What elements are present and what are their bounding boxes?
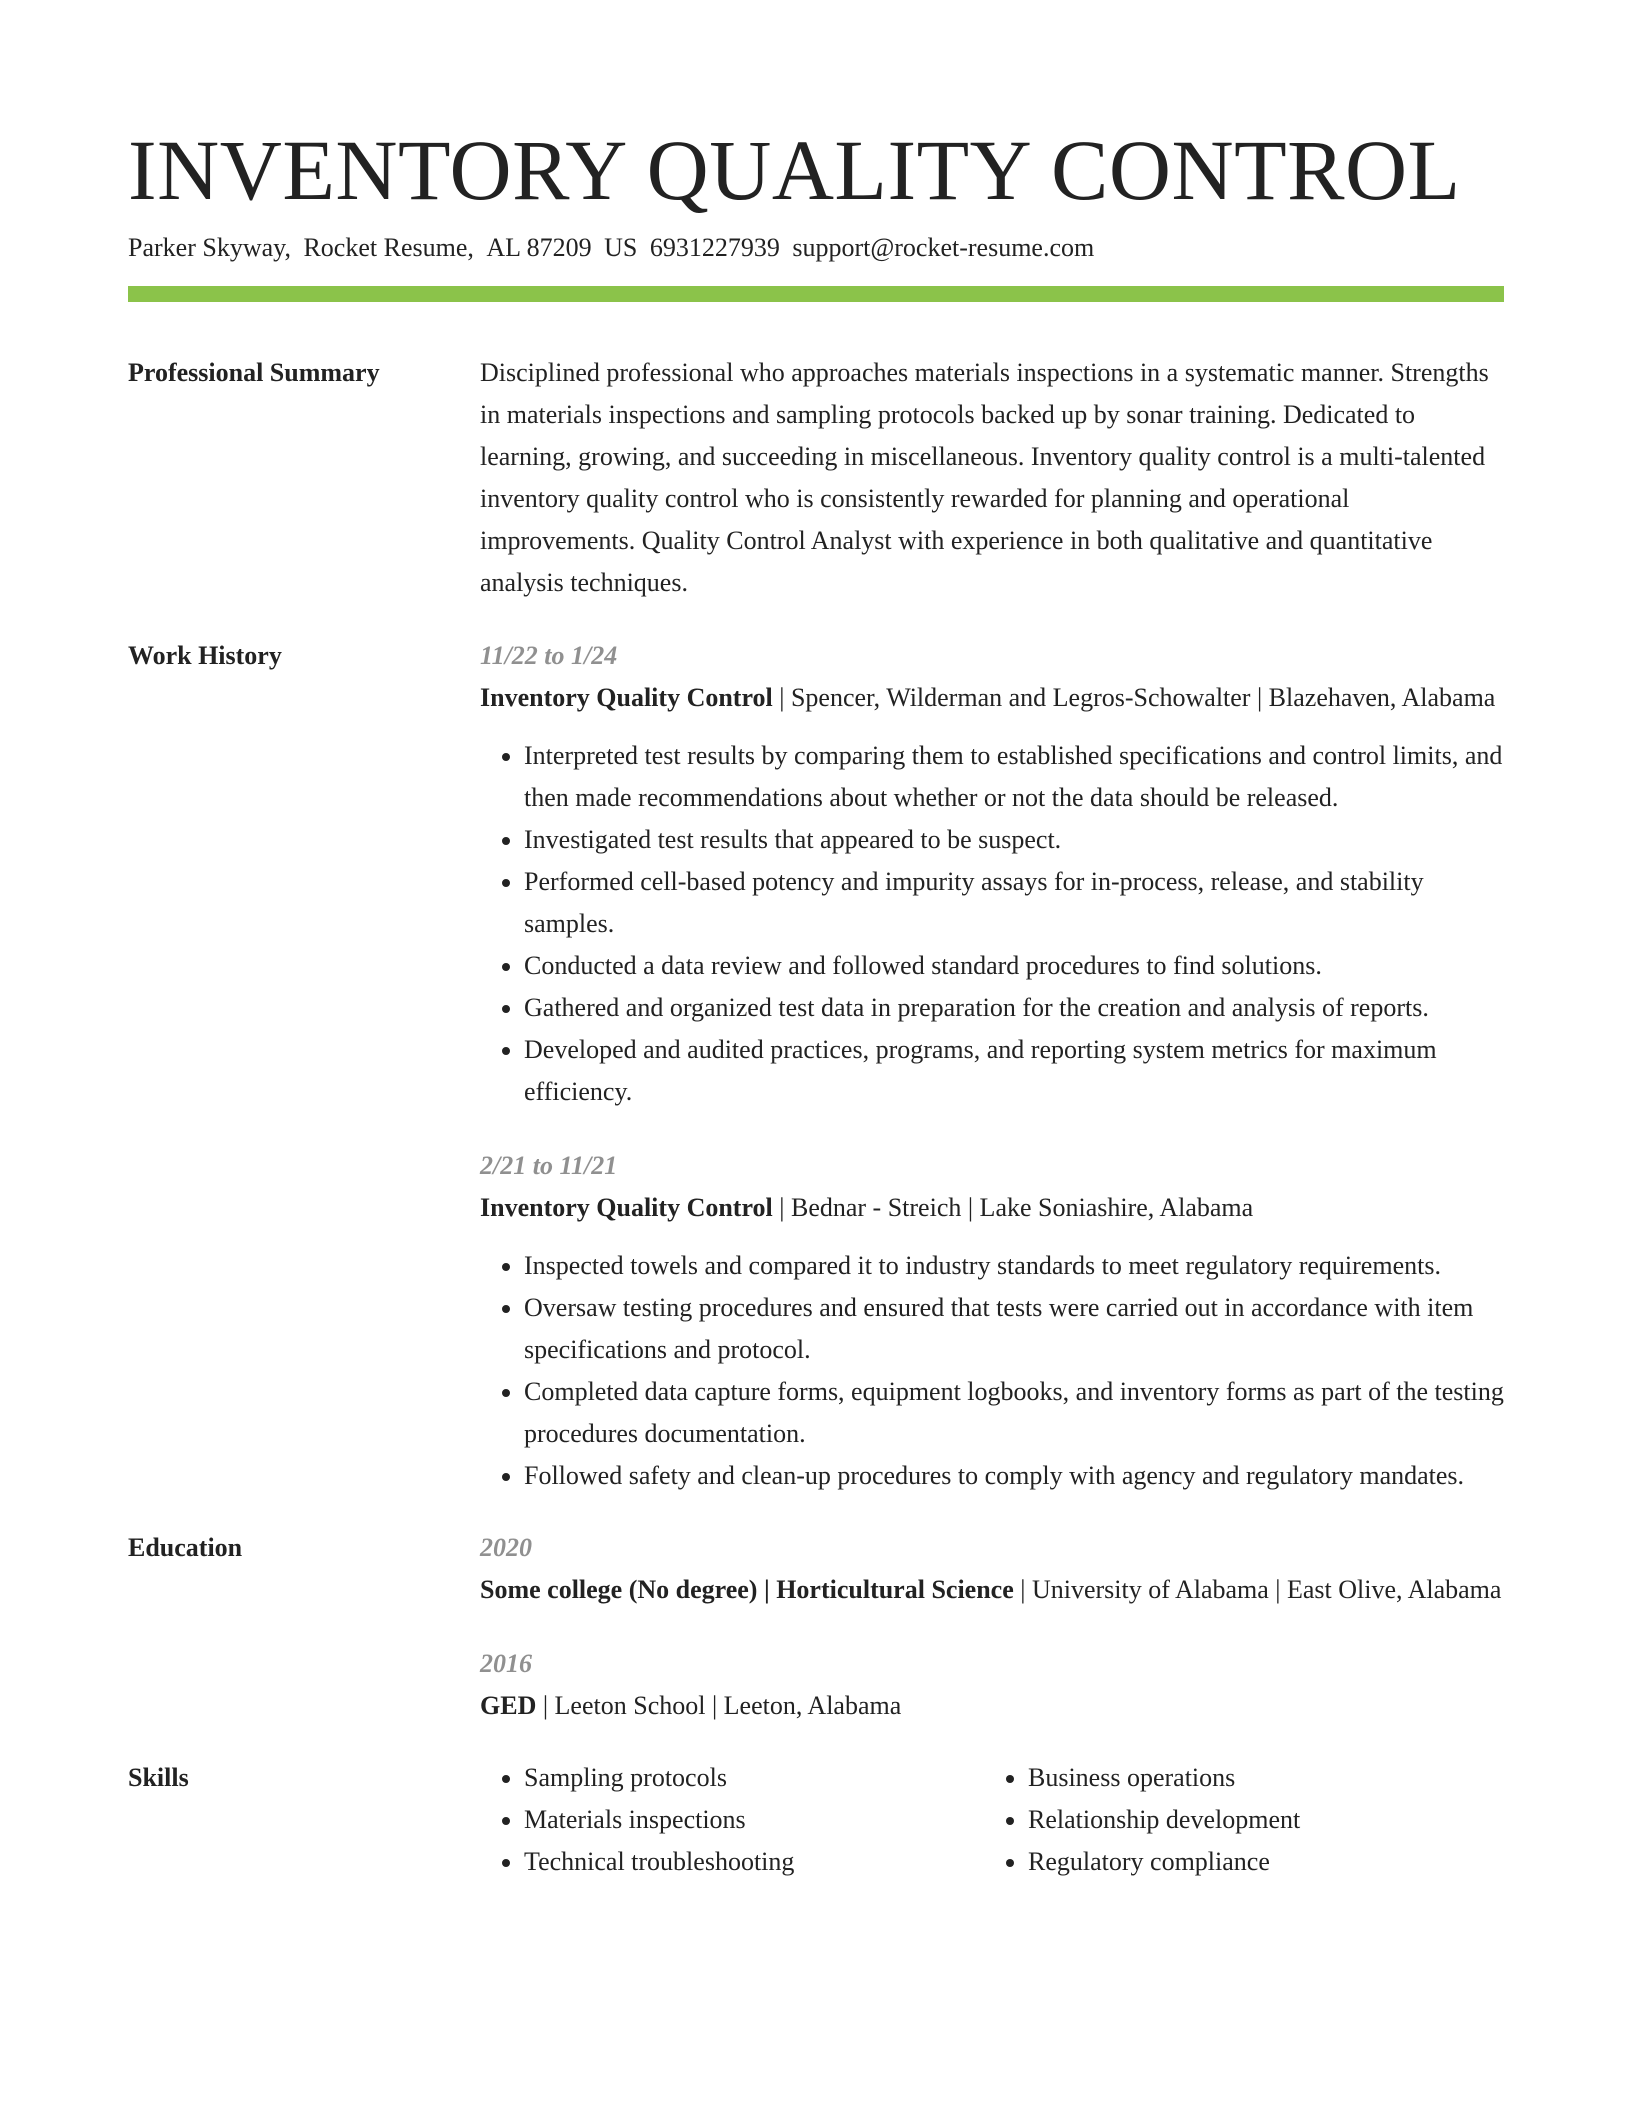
education-school-location: | University of Alabama | East Olive, Alabama	[1013, 1575, 1502, 1604]
contact-street: Parker Skyway,	[128, 233, 291, 262]
summary-text: Disciplined professional who approaches materials inspections in a systematic manner. Strengths in materials inspections and sampling protocols backed up by sonar training. Dedicated to learning, growing, and succeeding in miscellaneous. Inventory quality control is a multi-talented inventory quality control who is consistently rewarded for planning and operational improvements. Quality Control Analyst with experience in both qualitative and quantitative analysis techniques.	[480, 358, 1489, 597]
education-section	[128, 1527, 1504, 1727]
contact-country: US	[604, 233, 638, 262]
education-school-location: | Leeton School | Leeton, Alabama	[536, 1691, 902, 1720]
skills-section	[128, 1757, 1504, 1883]
job-entry	[480, 635, 1504, 1113]
skill-item: • Regulatory compliance	[1028, 1841, 1488, 1883]
skill-item: • Technical troubleshooting	[524, 1841, 984, 1883]
job-title: Inventory Quality Control	[480, 683, 773, 712]
skill-item: • Business operations	[1028, 1757, 1488, 1799]
job-bullets	[480, 735, 1504, 1113]
education-body	[480, 1527, 1504, 1727]
job-bullet: • Investigated test results that appeared to be suspect.	[524, 819, 1504, 861]
job-dates: 2/21 to 11/21	[480, 1151, 618, 1180]
skill-item: • Sampling protocols	[524, 1757, 984, 1799]
skill-item: • Materials inspections	[524, 1799, 984, 1841]
skill-item: • Relationship development	[1028, 1799, 1488, 1841]
education-line	[480, 1569, 1504, 1611]
contact-state-zip: AL 87209	[486, 233, 592, 262]
job-entry	[480, 1145, 1504, 1497]
contact-city: Rocket Resume,	[303, 233, 474, 262]
job-title: Inventory Quality Control	[480, 1193, 773, 1222]
job-company-location: | Spencer, Wilderman and Legros-Schowalter | Blazehaven, Alabama	[772, 683, 1496, 712]
section-title-education: Education	[128, 1533, 243, 1562]
job-bullet: • Inspected towels and compared it to industry standards to meet regulatory requirements.	[524, 1245, 1504, 1287]
summary-section	[128, 352, 1504, 604]
job-bullet: • Conducted a data review and followed standard procedures to find solutions.	[524, 945, 1504, 987]
resume-page	[128, 120, 1504, 1883]
skills-column-right	[984, 1757, 1488, 1883]
job-bullet: • Gathered and organized test data in preparation for the creation and analysis of reports.	[524, 987, 1504, 1029]
header-divider	[128, 286, 1504, 302]
job-bullet: • Oversaw testing procedures and ensured that tests were carried out in accordance with item specifications and protocol.	[524, 1287, 1504, 1371]
job-bullet: • Followed safety and clean-up procedures to comply with agency and regulatory mandates.	[524, 1455, 1504, 1497]
education-year: 2016	[480, 1649, 532, 1678]
job-bullet: • Interpreted test results by comparing them to established specifications and control limits, and then made recommendations about whether or not the data should be released.	[524, 735, 1504, 819]
resume-name: INVENTORY QUALITY CONTROL	[128, 122, 1461, 218]
education-degree: Some college (No degree) | Horticultural Science	[480, 1575, 1014, 1604]
job-role-line	[480, 1187, 1504, 1229]
section-title-summary: Professional Summary	[128, 358, 380, 387]
contact-line	[128, 230, 1504, 266]
section-title-skills: Skills	[128, 1763, 189, 1792]
education-entry	[480, 1527, 1504, 1611]
summary-body	[480, 352, 1504, 604]
work-history-body	[480, 635, 1504, 1497]
job-company-location: | Bednar - Streich | Lake Soniashire, Alabama	[772, 1193, 1254, 1222]
education-degree: GED	[480, 1691, 537, 1720]
job-bullet: • Performed cell-based potency and impurity assays for in-process, release, and stability samples.	[524, 861, 1504, 945]
contact-phone: 6931227939	[649, 233, 780, 262]
job-dates: 11/22 to 1/24	[480, 641, 618, 670]
work-history-section	[128, 635, 1504, 1497]
contact-email: support@rocket-resume.com	[792, 233, 1095, 262]
skills-body	[480, 1757, 1504, 1883]
education-line	[480, 1685, 1504, 1727]
job-role-line	[480, 677, 1504, 719]
section-title-work-history: Work History	[128, 641, 282, 670]
skills-column-left	[480, 1757, 984, 1883]
job-bullet: • Completed data capture forms, equipment logbooks, and inventory forms as part of the testing procedures documentation.	[524, 1371, 1504, 1455]
education-year: 2020	[480, 1533, 532, 1562]
job-bullet: • Developed and audited practices, programs, and reporting system metrics for maximum efficiency.	[524, 1029, 1504, 1113]
education-entry	[480, 1643, 1504, 1727]
job-bullets	[480, 1245, 1504, 1497]
